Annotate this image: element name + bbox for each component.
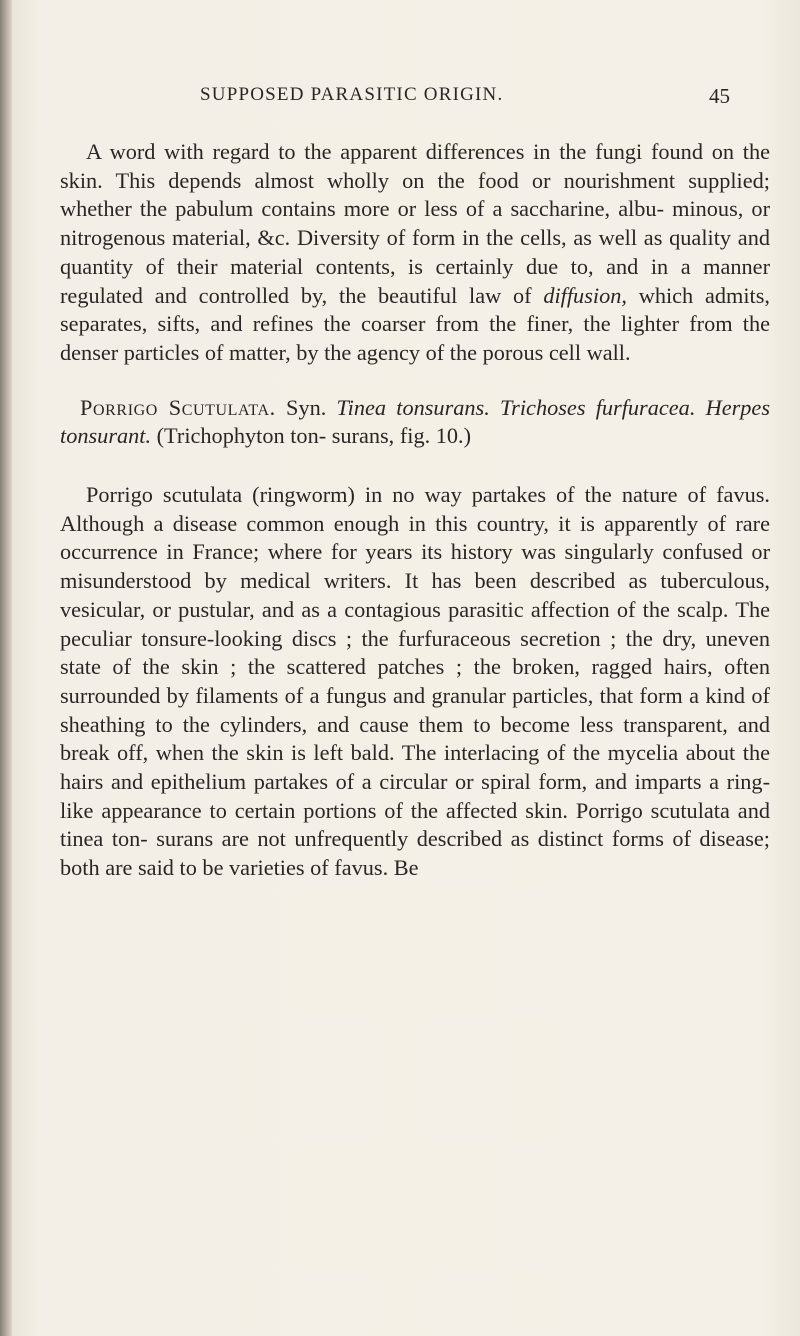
synonym-tinea: Tinea tonsurans. (336, 394, 490, 420)
figure-reference: (Trichophyton ton- surans, fig. 10.) (151, 423, 472, 449)
section-heading (60, 394, 770, 451)
separator (490, 395, 500, 420)
synonym-trichoses: Trichoses furfuracea. (500, 394, 696, 420)
running-header (200, 84, 730, 114)
separator (695, 395, 705, 420)
running-title: SUPPOSED PARASITIC ORIGIN. (200, 84, 504, 105)
paragraph-porrigo-description (60, 481, 770, 883)
synonym-herpes: Herpes tonsurant. (60, 394, 771, 449)
emphasis-diffusion: diffusion, (543, 282, 627, 308)
paragraph-text: A word with regard to the apparent differences in the fungi found on the skin. This depends almost wholly on the food or nourishment supplied; whether the pabulum contains more or less of a saccharine, albu- minous, or nitrogenous material, &c. Diversity of form in the cells, as well as quality and quantity of their material contents, is certainly due to, and in a manner regulated and controlled by, the beautiful law of (60, 139, 770, 308)
body-text (60, 138, 770, 883)
section-title: Porrigo Scutulata. (80, 394, 276, 420)
synonym-label: Syn. (275, 394, 337, 420)
page-binding-edge (0, 0, 12, 1336)
paragraph-text: which admits, separates, sifts, and refines the coarser from the finer, the lighter from the denser particles of matter, by the agency of the porous cell wall. (60, 282, 770, 365)
paragraph-text: Porrigo scutulata (ringworm) in no way partakes of the nature of favus. Although a disease common enough in this country, it is apparently of rare occurrence in France; where for years its history was singularly confused or misunderstood by medical writers. It has been described as tuberculous, vesicular, or pustular, and as a contagious parasitic affection of the scalp. The peculiar tonsure-looking discs ; the furfuraceous secretion ; the dry, uneven state of the skin ; the scattered patches ; the broken, ragged hairs, often surrounded by filaments of a fungus and granular particles, that form a kind of sheathing to the cylinders, and cause them to become less transparent, and break off, when the skin is left bald. The interlacing of the mycelia about the hairs and epithelium partakes of a circular or spiral form, and imparts a ring-like appearance to certain portions of the affected skin. Porrigo scutulata and tinea ton- surans are not unfrequently described as distinct forms of disease; both are said to be varieties of favus. Be (60, 482, 770, 881)
page-number: 45 (709, 84, 730, 108)
paragraph-fungi-differences (60, 138, 770, 368)
